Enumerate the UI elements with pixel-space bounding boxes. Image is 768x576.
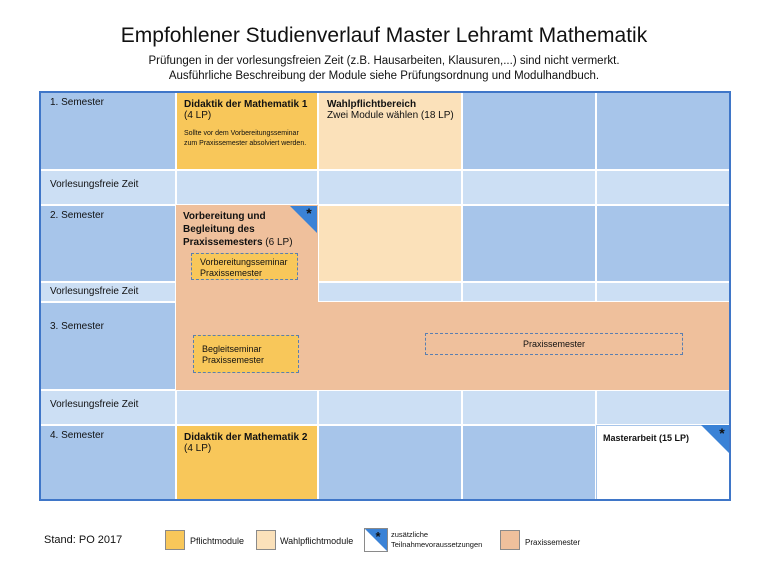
cell-blank	[462, 282, 596, 302]
asterisk-marker-icon	[290, 206, 318, 234]
cell-blank	[318, 425, 462, 500]
legend-wahl-swatch	[256, 530, 276, 550]
wahlpflicht-desc: Zwei Module wählen (18 LP)	[327, 110, 454, 121]
asterisk-text: *	[306, 206, 312, 221]
cell-blank	[596, 92, 730, 170]
didaktik-2-lp: (4 LP)	[184, 443, 212, 454]
row-semester-3	[40, 302, 176, 390]
cell-blank	[318, 170, 462, 205]
begleitseminar-label: Begleitseminar Praxissemester	[202, 344, 265, 365]
cell-blank	[462, 92, 596, 170]
cell-blank	[596, 282, 730, 302]
vorbereitung-title-text: Vorbereitung und Begleitung des Praxissemesters	[183, 211, 266, 248]
cell-blank	[176, 170, 318, 205]
wahlpflicht-title: Wahlpflichtbereich	[327, 99, 417, 110]
row-vorlesungsfrei-3	[40, 390, 176, 425]
row-label-semester-4: 4. Semester	[50, 430, 104, 441]
cell-blank	[318, 282, 462, 302]
vorbereitungsseminar-label: Vorbereitungsseminar Praxissemester	[200, 257, 288, 278]
legend-praxis-label: Praxissemester	[525, 538, 581, 547]
legend-asterisk-text: *	[375, 529, 381, 544]
module-wahlpflicht	[318, 92, 462, 170]
page-title: Empfohlener Studienverlauf Master Lehramt Mathematik	[120, 24, 648, 47]
cell-blank	[176, 390, 318, 425]
subtitle-line-1: Prüfungen in der vorlesungsfreien Zeit (z.B. Hausarbeiten, Klausuren,...) sind nicht vermerkt.	[148, 55, 620, 67]
row-semester-2	[40, 205, 176, 282]
legend-pflicht-swatch	[165, 530, 185, 550]
didaktik-1-lp: (4 LP)	[184, 110, 212, 121]
row-label-vorlesungsfrei-1: Vorlesungsfreie Zeit	[50, 179, 139, 190]
legend-asterisk-icon	[364, 528, 388, 552]
cell-blank	[462, 390, 596, 425]
legend-wahl-label: Wahlpflichtmodule	[280, 536, 354, 546]
subtitle-line-2: Ausführliche Beschreibung der Module siehe Prüfungsordnung und Modulhandbuch.	[168, 70, 600, 82]
asterisk-marker-icon	[701, 425, 730, 454]
cell-blank	[596, 170, 730, 205]
row-semester-1	[40, 92, 176, 170]
didaktik-1-note: Sollte vor dem Vorbereitungsseminar zum Praxissemester absolviert werden.	[184, 130, 307, 147]
didaktik-1-title: Didaktik der Mathematik 1	[184, 99, 308, 110]
praxissemester-box	[425, 333, 683, 355]
row-semester-4	[40, 425, 176, 500]
vorbereitungsseminar-box	[191, 253, 298, 280]
row-label-semester-2: 2. Semester	[50, 210, 104, 221]
cell-blank	[462, 205, 596, 282]
stand-label: Stand: PO 2017	[44, 534, 123, 546]
masterarbeit-title: Masterarbeit (15 LP)	[603, 433, 690, 443]
row-label-semester-3: 3. Semester	[50, 321, 104, 332]
legend-zusatz-label: zusätzliche Teilnahmevoraussetzungen	[391, 530, 483, 549]
praxissemester-label: Praxissemester	[522, 339, 585, 349]
asterisk-text: *	[719, 425, 725, 441]
cell-blank	[596, 390, 730, 425]
module-didaktik-2	[176, 425, 318, 500]
vorbereitung-title	[183, 210, 295, 249]
row-label-vorlesungsfrei-3: Vorlesungsfreie Zeit	[50, 399, 139, 410]
begleitseminar-box	[193, 335, 299, 373]
cell-blank	[462, 425, 596, 500]
vorbereitung-lp: (6 LP)	[265, 237, 293, 248]
row-vorlesungsfrei-2	[40, 282, 176, 302]
didaktik-2-title: Didaktik der Mathematik 2	[184, 432, 308, 443]
module-didaktik-1	[176, 92, 318, 170]
legend-pflicht-label: Pflichtmodule	[190, 536, 245, 546]
wahlpflicht-semester-2	[318, 205, 462, 282]
row-label-vorlesungsfrei-2: Vorlesungsfreie Zeit	[50, 286, 139, 297]
cell-blank	[318, 390, 462, 425]
cell-blank	[596, 205, 730, 282]
cell-blank	[462, 170, 596, 205]
legend-praxis-swatch	[500, 530, 520, 550]
row-vorlesungsfrei-1	[40, 170, 176, 205]
row-label-semester-1: 1. Semester	[50, 97, 104, 108]
